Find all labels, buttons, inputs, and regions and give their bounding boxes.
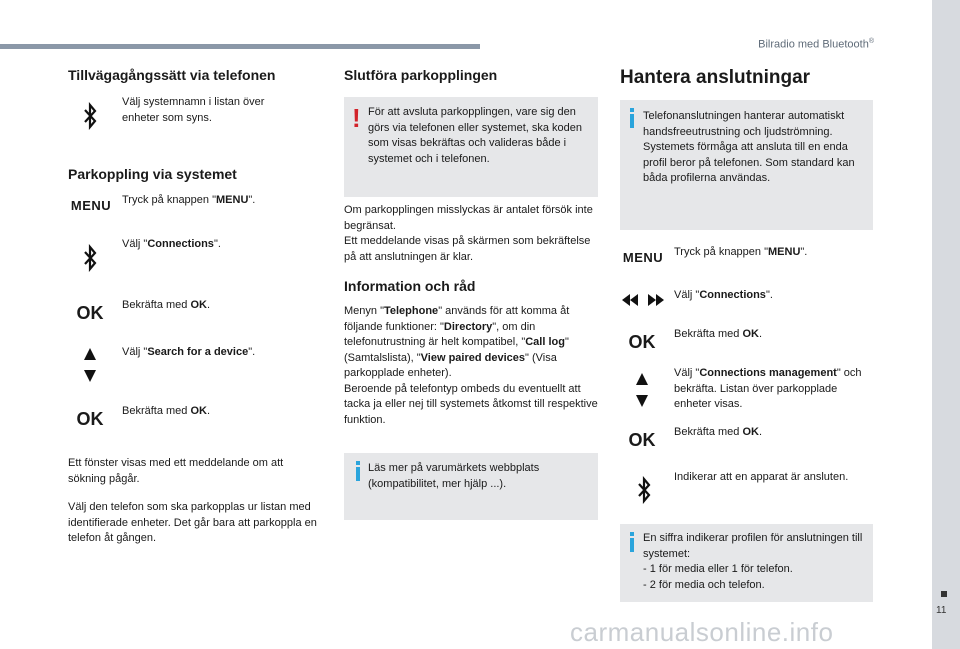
info-icon <box>630 538 634 552</box>
watermark: carmanualsonline.info <box>570 617 834 647</box>
menu-icon: MENU <box>70 197 112 213</box>
header-rule <box>0 44 480 49</box>
step-select-system-name: Välj systemnamn i listan över enheter som syns. <box>122 96 265 124</box>
page-number: 11 <box>936 605 947 616</box>
bluetooth-icon <box>634 474 654 506</box>
info-text-website: Läs mer på varumärkets webbplats (kompatibilitet, mer hjälp ...). <box>368 462 540 490</box>
step-connections-management: Välj "Connections management" och bekräfta. Listan över parkopplade enheter visas. <box>674 367 862 410</box>
page-marker <box>941 591 947 597</box>
ok-icon: OK <box>628 429 656 450</box>
section-heading-pairing-via-system: Parkoppling via systemet <box>68 166 237 182</box>
section-heading-phone-procedure: Tillvägagångssätt via telefonen <box>68 67 276 83</box>
left-right-arrows-icon <box>620 290 666 310</box>
step-search-device: Välj "Search for a device". <box>122 346 256 358</box>
section-heading-manage-connections: Hantera anslutningar <box>620 67 811 88</box>
step-select-connections: Välj "Connections". <box>674 289 773 301</box>
running-header: Bilradio med Bluetooth® <box>758 38 874 51</box>
paragraph-search-in-progress: Ett fönster visas med ett meddelande om att sökning pågår. <box>68 457 284 485</box>
info-text-profile: En siffra indikerar profilen för anslutningen till systemet: - 1 för media eller 1 för telefon. - 2 för media och telefon. <box>643 532 863 591</box>
paragraph-select-phone: Välj den telefon som ska parkopplas ur listan med identifierade enheter. Det går bara att parkoppla en telefon åt gången. <box>68 501 317 544</box>
info-icon <box>356 467 360 481</box>
menu-icon: MENU <box>622 249 664 265</box>
step-device-connected: Indikerar att en apparat är ansluten. <box>674 471 849 483</box>
bluetooth-icon <box>80 242 100 274</box>
info-icon <box>630 114 634 128</box>
step-confirm-ok: Bekräfta med OK. <box>122 299 211 311</box>
up-down-arrows-icon <box>82 348 98 382</box>
step-confirm-ok: Bekräfta med OK. <box>122 405 211 417</box>
ok-icon: OK <box>76 302 104 323</box>
info-box-website <box>344 453 598 520</box>
warning-box <box>344 97 598 197</box>
bluetooth-icon <box>80 100 100 132</box>
section-heading-information-advice: Information och råd <box>344 278 476 294</box>
ok-icon: OK <box>76 408 104 429</box>
page-side-strip <box>932 0 960 649</box>
section-heading-complete-pairing: Slutföra parkopplingen <box>344 67 498 83</box>
warning-text: För att avsluta parkopplingen, vare sig den görs via telefonen eller systemet, ska koden som visas bekräftas och valideras både i systemet och i telefonen. <box>368 106 583 165</box>
paragraph-pairing-failure: Om parkopplingen misslyckas är antalet försök inte begränsat. Ett meddelande visas på skärmen som bekräftelse på att anslutningen är klar. <box>344 204 593 263</box>
step-confirm-ok: Bekräfta med OK. <box>674 426 763 438</box>
step-confirm-ok: Bekräfta med OK. <box>674 328 763 340</box>
info-box-connection <box>620 100 873 230</box>
warning-icon: ! <box>352 103 361 133</box>
paragraph-telephone-menu: Menyn "Telephone" används för att komma åt följande funktioner: "Directory", om din telefonutrustning är helt kompatibel, "Call log" (Samtalslista), "View paired devices" (Visa parkopplade enheter). Beroende på telefontyp ombeds du eventuellt att tacka ja eller nej till systemets åtkomst till respektive funktion. <box>344 305 598 426</box>
info-text-connection: Telefonanslutningen hanterar automatiskt handsfreeutrustning och ljudströmning. Systemets förmåga att ansluta till en enda profil beror på telefonen. Som standard kan båda profilerna användas. <box>643 110 855 184</box>
step-press-menu: Tryck på knappen "MENU". <box>122 194 256 206</box>
step-press-menu: Tryck på knappen "MENU". <box>674 246 808 258</box>
step-select-connections: Välj "Connections". <box>122 238 221 250</box>
up-down-arrows-icon <box>634 373 650 407</box>
ok-icon: OK <box>628 331 656 352</box>
info-box-profile <box>620 524 873 602</box>
